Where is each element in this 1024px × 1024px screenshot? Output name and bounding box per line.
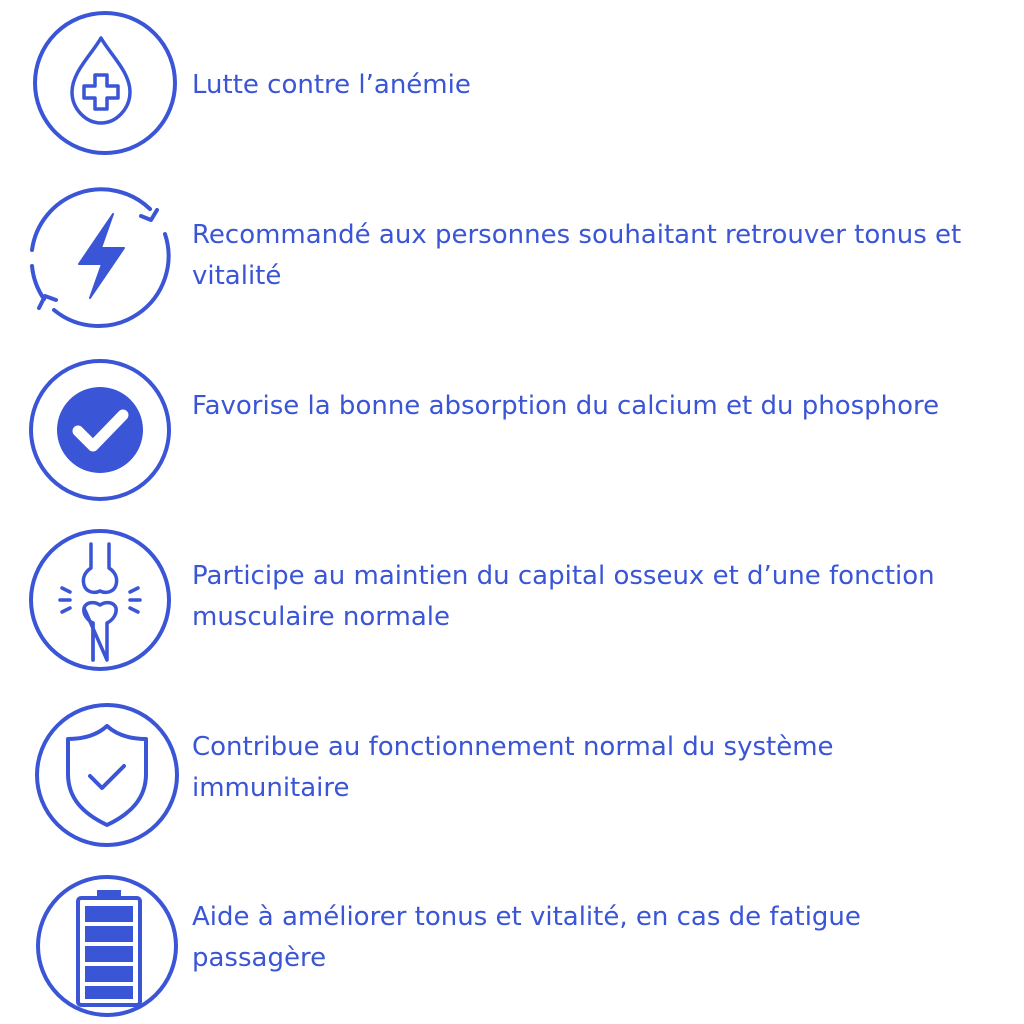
benefit-text: Favorise la bonne absorption du calcium et du phosphore bbox=[192, 391, 940, 421]
lightning-cycle-icon bbox=[24, 182, 174, 332]
benefit-text: Aide à améliorer tonus et vitalité, en cas de fatigue passagère bbox=[192, 902, 861, 973]
benefit-text: Participe au maintien du capital osseux et d’une fonction musculaire normale bbox=[192, 561, 935, 632]
benefit-text: Lutte contre l’anémie bbox=[192, 70, 471, 100]
blood-drop-cross-icon bbox=[28, 6, 182, 160]
benefit-text: Contribue au fonctionnement normal du système immunitaire bbox=[192, 732, 834, 803]
check-badge-icon bbox=[26, 356, 174, 504]
bone-joint-icon bbox=[26, 526, 174, 674]
shield-check-icon bbox=[32, 700, 182, 850]
battery-icon bbox=[34, 873, 180, 1019]
benefit-text: Recommandé aux personnes souhaitant retrouver tonus et vitalité bbox=[192, 220, 962, 291]
